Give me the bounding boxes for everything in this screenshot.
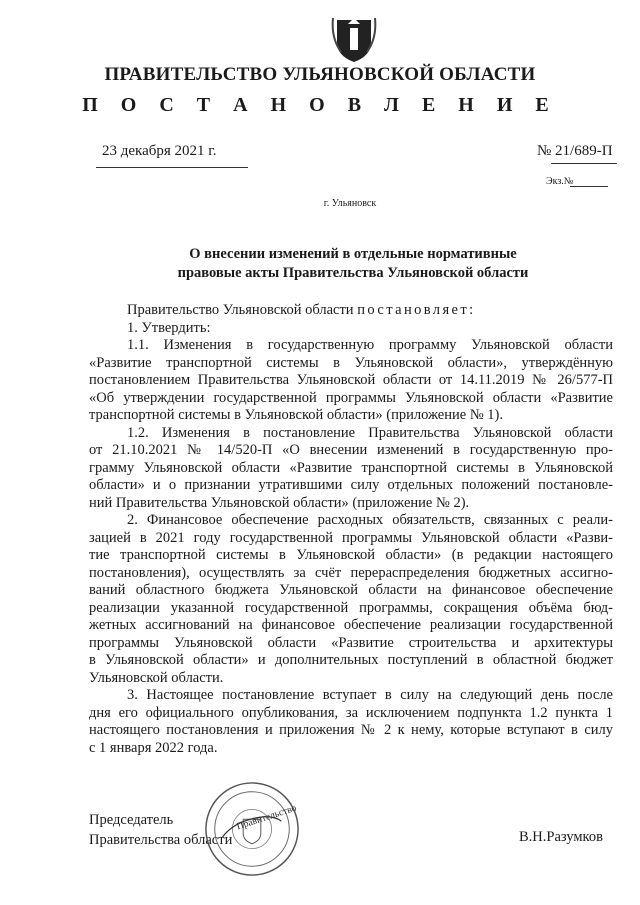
- signatory-title-line: Председатель: [89, 812, 174, 828]
- preamble-verb: постановляет:: [357, 302, 476, 318]
- text-line: транспортной системы в Ульяновской области» (приложение № 1).: [89, 407, 503, 423]
- paragraph-1-2: [89, 425, 613, 513]
- seal-text: Правительство: [235, 802, 298, 833]
- text-line: 1.2. Изменения в постановление Правительства Ульяновской области: [127, 424, 613, 441]
- date-underline: [96, 167, 248, 168]
- text-line: грамму Ульяновской области «Развитие транспортной системы в Ульяновской: [89, 459, 613, 476]
- copy-number-label: Экз.№: [546, 176, 574, 187]
- text-line: от 21.10.2021 № 14/520-П «О внесении изменений в государственную про-: [89, 442, 613, 458]
- text-line: тие транспортной системы в Ульяновской области» (в редакции настоящего: [89, 547, 613, 563]
- city: г. Ульяновск: [323, 198, 377, 209]
- text-line: «Об утверждении государственной программы Ульяновской области «Развитие: [89, 389, 613, 406]
- document-title: [0, 245, 640, 283]
- number-underline: [551, 163, 617, 164]
- preamble: [89, 302, 613, 320]
- text-line: программы Ульяновской области «Развитие строительства и архитектуры: [89, 634, 613, 651]
- paragraph-1-1: [89, 337, 613, 425]
- document-date: 23 декабря 2021 г.: [102, 143, 217, 159]
- text-line: дня его официального опубликования, за исключением подпункта 1.2 пункта 1: [89, 704, 613, 721]
- paragraph-2: [89, 512, 613, 687]
- copy-number-underline: [570, 186, 608, 187]
- text-line: ваний областного бюджета Ульяновской области на финансовое обеспечение: [89, 582, 613, 598]
- document-type: П О С Т А Н О В Л Е Н И Е: [82, 94, 558, 116]
- text-line: жетных ассигнований на финансовое обеспечение реализации государственной: [89, 617, 613, 633]
- signatory-name: В.Н.Разумков: [519, 829, 603, 845]
- text-line: в Ульяновской области» и дополнительных поступлений в областной бюджет: [89, 652, 613, 668]
- text-line: «Развитие транспортной системы в Ульяновской области», утверждённую: [89, 354, 613, 371]
- text-line: настоящего постановления и приложения № 2 к нему, которые вступают в силу: [89, 722, 613, 738]
- text-line: с 1 января 2022 года.: [89, 739, 218, 756]
- coat-of-arms-icon: [331, 14, 377, 66]
- title-line: правовые акты Правительства Ульяновской области: [177, 265, 529, 281]
- text-line: Ульяновской области.: [89, 669, 224, 686]
- document-body: [89, 302, 613, 757]
- document-number: № 21/689-П: [537, 143, 613, 159]
- text-line: реализации указанной государственной программы, сокращения объёма бюд-: [89, 599, 613, 616]
- text-line: зацией в 2021 году государственной программы Ульяновской области «Разви-: [89, 529, 613, 546]
- official-seal-icon: [203, 780, 301, 878]
- text-line: 1.1. Изменения в государственную программу Ульяновской области: [127, 337, 613, 353]
- government-name: ПРАВИТЕЛЬСТВО УЛЬЯНОВСКОЙ ОБЛАСТИ: [104, 64, 536, 85]
- item-1: 1. Утвердить:: [127, 319, 211, 336]
- title-line: О внесении изменений в отдельные нормативные: [189, 246, 517, 262]
- text-line: постановлением Правительства Ульяновской области от 14.11.2019 № 26/577-П: [89, 372, 613, 388]
- text-line: ний Правительства Ульяновской области» (приложение № 2).: [89, 494, 470, 511]
- paragraph-3: [89, 687, 613, 757]
- text-line: области» и о признании утратившими силу отдельных положений постановле-: [89, 477, 613, 493]
- text-line: 2. Финансовое обеспечение расходных обязательств, связанных с реали-: [127, 512, 613, 528]
- text-line: постановления), осуществлять за счёт перераспределения бюджетных ассигно-: [89, 564, 613, 581]
- signatory-title-line: Правительства области: [89, 832, 233, 848]
- preamble-text: Правительство Ульяновской области: [127, 302, 354, 318]
- text-line: 3. Настоящее постановление вступает в силу на следующий день после: [127, 687, 613, 703]
